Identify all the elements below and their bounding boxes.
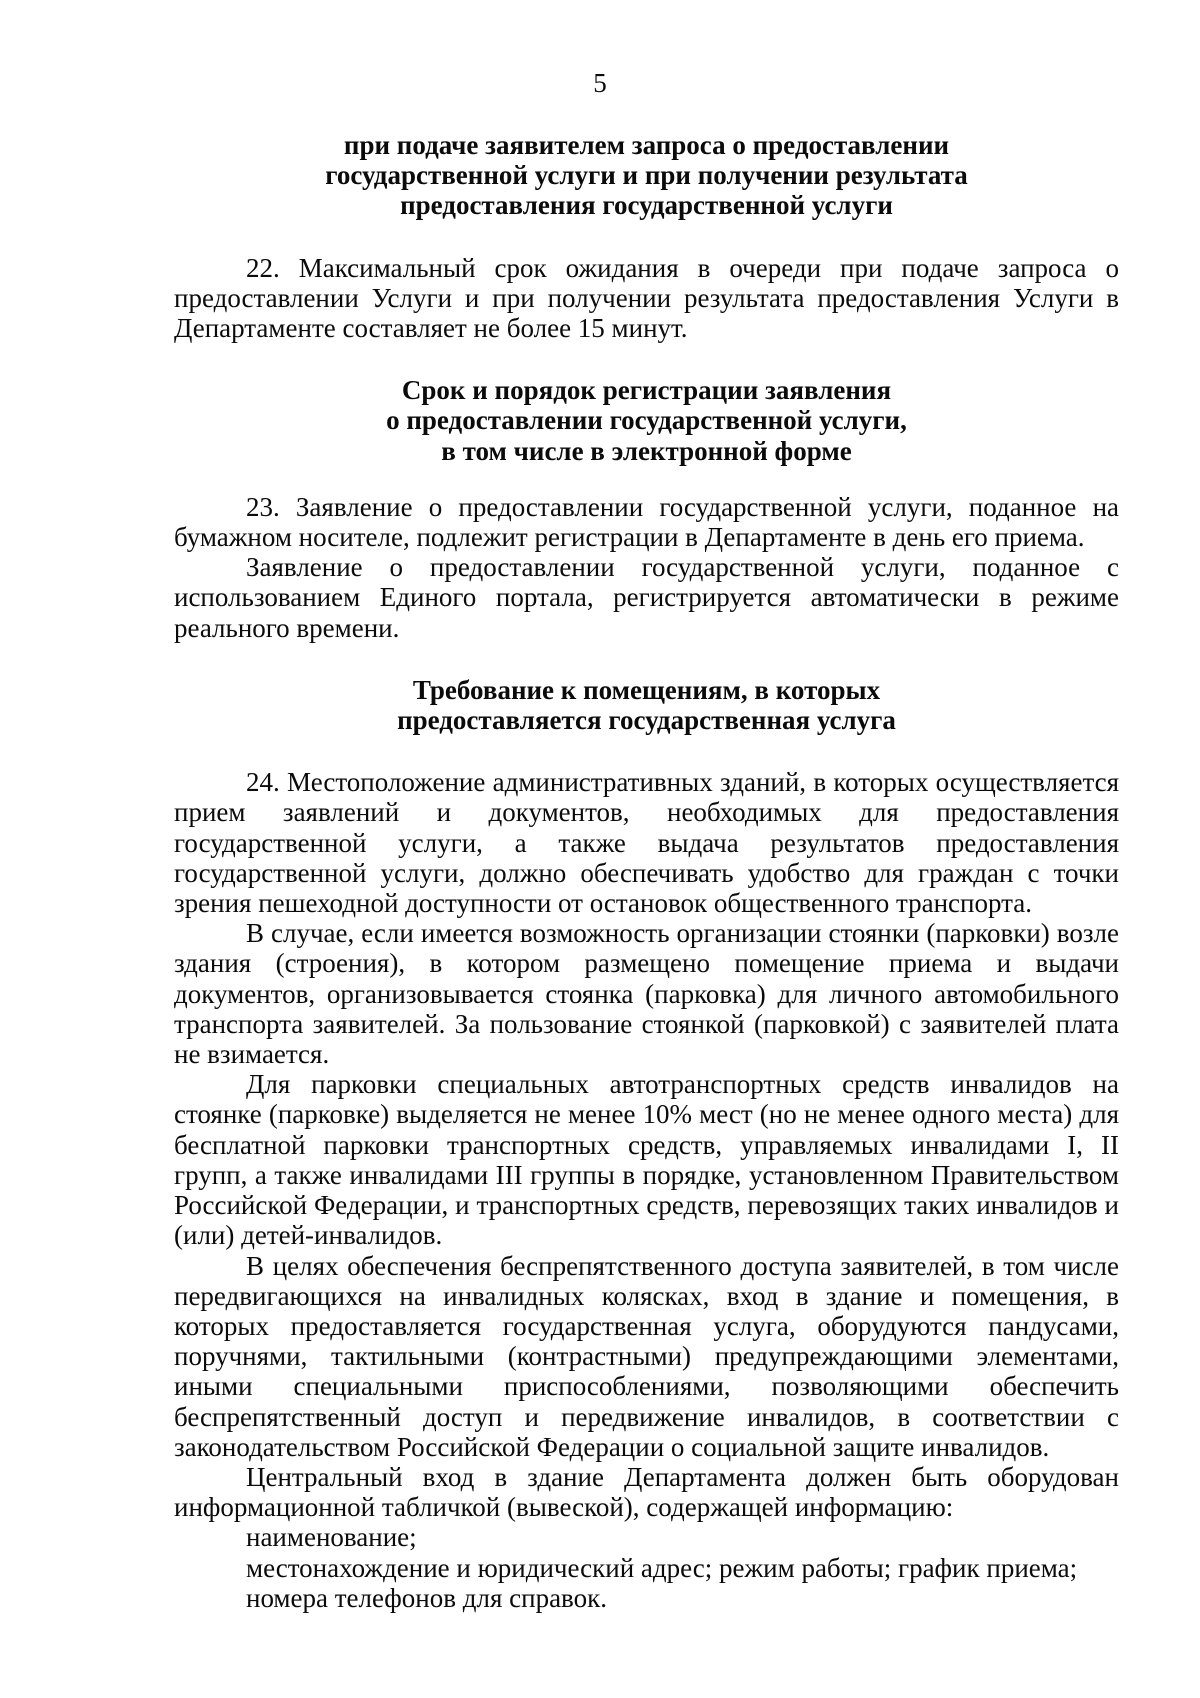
section-heading-premises <box>174 675 1119 735</box>
paragraph-23: 23. Заявление о предоставлении государственной услуги, поданное на бумажном носителе, подлежит регистрации в Департаменте в день его приема. <box>174 491 1119 553</box>
page-content <box>174 130 1119 1613</box>
paragraph-entrance-sign: Центральный вход в здание Департамента должен быть оборудован информационной табличкой (вывеской), содержащей информацию: <box>174 1461 1119 1523</box>
spacer <box>174 221 1119 253</box>
heading-line: предоставления государственной услуги <box>400 190 893 221</box>
paragraph-disabled-parking: Для парковки специальных автотранспортных средств инвалидов на стоянке (парковке) выделяется не менее 10% мест (но не менее одного места) для бесплатной парковки транспортных средств, управляемых инвалидами I, II групп, а также инвалидами III группы в порядке, установленном Правительством Российской Федерации, и транспортных средств, перевозящих таких инвалидов и (или) детей-инвалидов. <box>174 1069 1119 1251</box>
spacer <box>174 343 1119 375</box>
heading-line: при подаче заявителем запроса о предоставлении <box>343 130 950 160</box>
paragraph-23-portal: Заявление о предоставлении государственной услуги, поданное с использованием Единого портала, регистрируется автоматически в режиме реального времени. <box>174 552 1119 643</box>
heading-line: Срок и порядок регистрации заявления <box>401 375 892 406</box>
paragraph-parking: В случае, если имеется возможность организации стоянки (парковки) возле здания (строения), в котором размещено помещение приема и выдачи документов, организовывается стоянка (парковка) для личного автомобильного транспорта заявителей. За пользование стоянкой (парковкой) с заявителей плата не взимается. <box>174 918 1119 1070</box>
section-heading-queue <box>174 130 1119 221</box>
page-number: 5 <box>593 68 607 98</box>
paragraph-accessibility: В целях обеспечения беспрепятственного доступа заявителей, в том числе передвигающихся на инвалидных колясках, вход в здание и помещения, в которых предоставляется государственная услуга, оборудуются пандусами, поручнями, тактильными (контрастными) предупреждающими элементами, иными специальными приспособлениями, позволяющими обеспечить беспрепятственный доступ и передвижение инвалидов, в соответствии с законодательством Российской Федерации о социальной защите инвалидов. <box>174 1250 1119 1462</box>
section-heading-registration <box>174 375 1119 466</box>
heading-line: предоставляется государственная услуга <box>397 705 896 736</box>
heading-line: в том числе в электронной форме <box>441 435 852 466</box>
paragraph-22: 22. Максимальный срок ожидания в очереди при подаче запроса о предоставлении Услуги и при получении результата предоставления Услуги в Департаменте составляет не более 15 минут. <box>174 252 1119 344</box>
spacer <box>174 735 1119 767</box>
list-item: наименование; <box>246 1522 417 1553</box>
heading-line: государственной услуги и при получении результата <box>325 160 968 191</box>
spacer <box>174 643 1119 675</box>
paragraph-24: 24. Местоположение административных зданий, в которых осуществляется прием заявлений и документов, необходимых для предоставления государственной услуги, а также выдача результатов предоставления государственной услуги, должно обеспечивать удобство для граждан с точки зрения пешеходной доступности от остановок общественного транспорта. <box>174 767 1119 919</box>
heading-line: Требование к помещениям, в которых <box>412 674 881 705</box>
spacer <box>174 466 1119 492</box>
list-item: номера телефонов для справок. <box>246 1582 607 1613</box>
heading-line: о предоставлении государственной услуги, <box>386 405 907 436</box>
list-item: местонахождение и юридический адрес; режим работы; график приема; <box>246 1552 1078 1583</box>
